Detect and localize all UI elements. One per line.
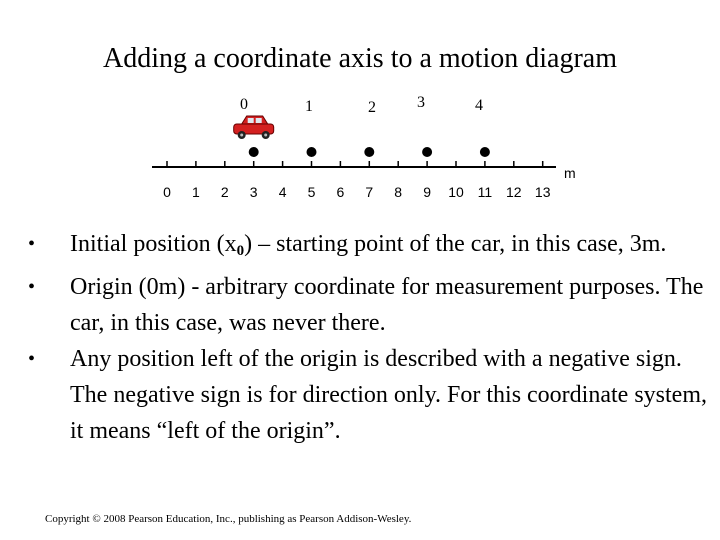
axis-unit-label: m — [564, 165, 576, 181]
axis-tick-label: 5 — [307, 184, 316, 200]
position-dot — [480, 147, 490, 157]
position-dot — [422, 147, 432, 157]
bullet-origin — [28, 269, 708, 341]
position-dots — [249, 147, 490, 157]
bullet-symbol: • — [28, 233, 36, 255]
bullet-symbol: • — [28, 348, 36, 370]
bullet-text: Any position left of the origin is described with a negative sign. The negative sign is for direction only. For this coordinate system, it means “left of the origin”. — [70, 346, 707, 444]
bullet-list — [28, 226, 708, 449]
slide-title: Adding a coordinate axis to a motion diagram — [103, 43, 617, 74]
axis-tick-label: 11 — [477, 184, 493, 200]
bullet-initial-position — [28, 226, 708, 269]
axis-tick-label: 13 — [534, 184, 551, 200]
axis-tick-label: 2 — [220, 184, 229, 200]
position-dot — [364, 147, 374, 157]
axis-tick-labels — [163, 184, 551, 200]
frame-label-1: 1 — [305, 98, 313, 115]
axis-tick-label: 0 — [163, 184, 171, 200]
motion-diagram — [0, 0, 720, 220]
subscript: 0 — [236, 243, 245, 259]
frame-labels — [240, 94, 483, 116]
axis-tick-label: 9 — [423, 184, 431, 200]
position-dot — [249, 147, 259, 157]
bullet-text: Initial position (x — [70, 231, 237, 257]
frame-label-0: 0 — [240, 96, 248, 113]
axis-tick-label: 12 — [506, 184, 522, 200]
axis-tick-label: 1 — [192, 184, 200, 200]
bullet-text-cont: ) – starting point of the car, in this case, 3m. — [244, 231, 667, 257]
axis-tick-label: 4 — [278, 184, 287, 200]
axis-tick-label: 6 — [336, 184, 345, 200]
bullet-symbol: • — [28, 276, 36, 298]
axis-tick-label: 7 — [365, 184, 374, 200]
axis-tick-label: 10 — [448, 184, 464, 200]
copyright-notice: Copyright © 2008 Pearson Education, Inc., publishing as Pearson Addison-Wesley. — [45, 513, 412, 525]
axis-tick-label: 3 — [249, 184, 258, 200]
bullet-text: Origin (0m) - arbitrary coordinate for measurement purposes. The car, in this case, was never there. — [70, 274, 704, 336]
frame-label-4: 4 — [475, 97, 483, 114]
frame-label-2: 2 — [368, 99, 376, 116]
frame-label-3: 3 — [417, 94, 425, 111]
car-icon — [234, 116, 274, 139]
bullet-negative-sign — [28, 341, 708, 449]
axis-tick-label: 8 — [394, 184, 403, 200]
position-dot — [307, 147, 317, 157]
